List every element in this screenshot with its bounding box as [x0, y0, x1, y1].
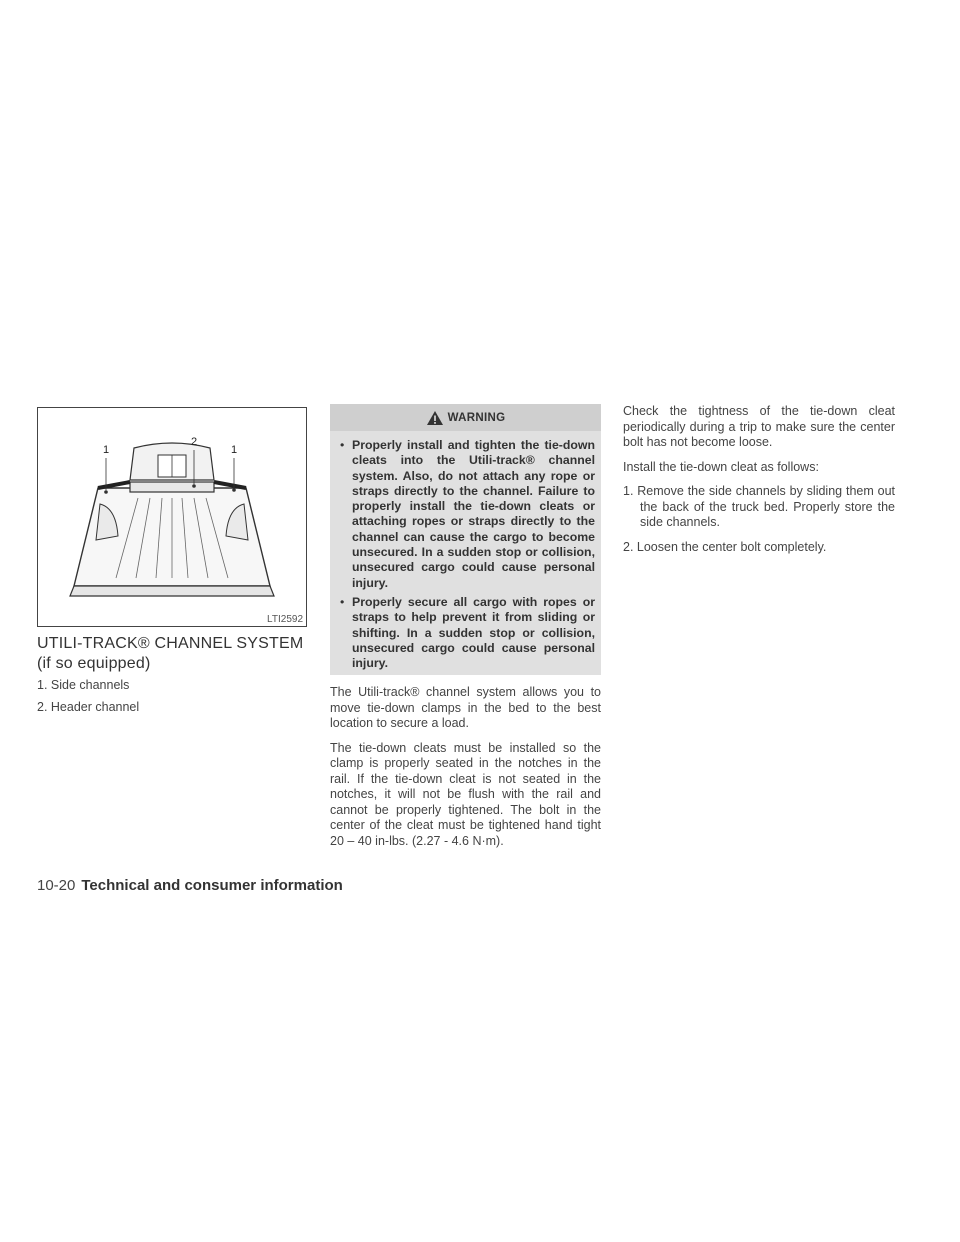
callout-side-channel-right: 1 [231, 444, 238, 456]
callout-header-channel: 2 [191, 436, 198, 448]
middle-column-text [330, 685, 601, 858]
warning-item: • Properly install and tighten the tie-down cleats into the Utili-track® channel system. Also, do not attach any rope or straps directly to the channel. Failure to properly install the tie-down cleats or attaching ropes or straps directly to the channel can cause the cargo to become unsecured. In a sudden stop or collision, unsecured cargo could cause personal injury. [340, 438, 595, 590]
figure-code: LTI2592 [267, 614, 303, 625]
truck-bed-illustration [38, 408, 306, 626]
warning-list [330, 431, 601, 671]
warning-icon [426, 410, 444, 426]
right-column-text [623, 404, 895, 564]
paragraph-cleat-installation: The tie-down cleats must be installed so the clamp is properly seated in the notches in the rail. If the tie-down cleat is not seated in the notches, it will not be flush with the rail and cannot be properly tightened. The bolt in the center of the cleat must be tightened hand tight 20 – 40 in-lbs. (2.27 - 4.6 N·m). [330, 740, 601, 848]
legend-item-header-channel: 2. Header channel [37, 700, 140, 714]
figure-legend [37, 677, 139, 721]
chapter-title: Technical and consumer information [81, 877, 343, 894]
warning-box [330, 404, 601, 675]
warning-header [330, 404, 601, 431]
callout-side-channel-left: 1 [103, 444, 110, 456]
legend-item-side-channels: 1. Side channels [37, 678, 130, 692]
truck-bed-figure [37, 407, 307, 627]
warning-item: • Properly secure all cargo with ropes or straps to help prevent it from sliding or shifting. In a sudden stop or collision, unsecured cargo could cause personal injury. [340, 594, 595, 671]
paragraph-check-tightness: Check the tightness of the tie-down cleat periodically during a trip to make sure the center bolt has not become loose. [623, 404, 895, 449]
page-number: 10-20 [37, 877, 76, 894]
page-footer [37, 877, 343, 894]
paragraph-system-intro: The Utili-track® channel system allows you to move tie-down clamps in the bed to the best location to secure a load. [330, 685, 601, 730]
section-title: UTILI-TRACK® CHANNEL SYSTEM (if so equipped) [37, 635, 304, 672]
warning-heading: WARNING [447, 411, 506, 424]
paragraph-install-lead: Install the tie-down cleat as follows: [623, 459, 819, 474]
step-remove-side-channels: 1. Remove the side channels by sliding them out the back of the truck bed. Properly store the side channels. [623, 484, 895, 529]
step-loosen-bolt: 2. Loosen the center bolt completely. [623, 539, 827, 554]
